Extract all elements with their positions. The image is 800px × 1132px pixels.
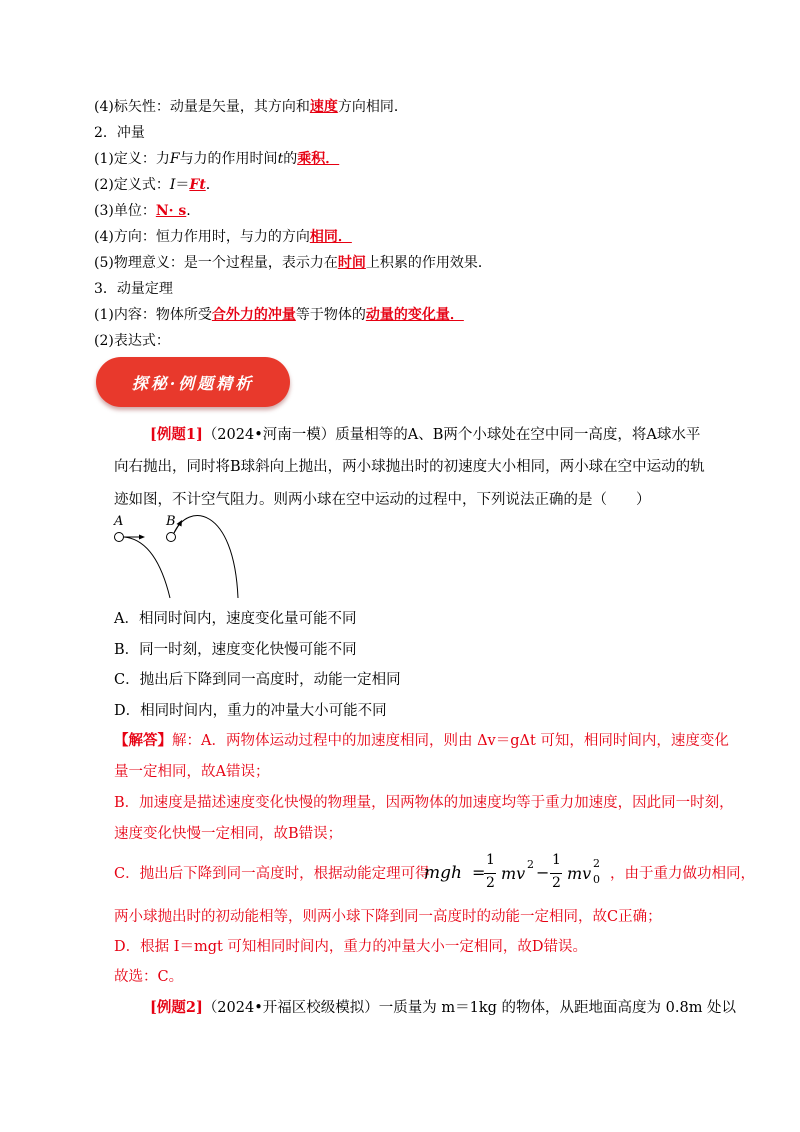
option-b: B．同一时刻，速度变化快慢可能不同 <box>114 642 357 658</box>
answer-velocity: 速度 <box>309 99 338 115</box>
heading-impulse: 2．冲量 <box>94 125 145 141</box>
section-banner <box>96 357 290 407</box>
line-meaning: (5)物理意义：是一个过程量，表示力在时间上积累的作用效果． <box>94 255 492 271</box>
option-c: C．抛出后下降到同一高度时，动能一定相同 <box>114 672 401 688</box>
answer-same: 相同． <box>309 229 352 245</box>
example1-stem-line2: 向右抛出，同时将B球斜向上抛出，两小球抛出时的初速度大小相同，两小球在空中运动的轨 <box>114 459 705 475</box>
option-a: A．相同时间内，速度变化量可能不同 <box>114 611 357 627</box>
kinetic-energy-formula: mgh = 1 2 mv 2 − 1 2 mv 2 0 <box>424 852 600 891</box>
answer-time: 时间 <box>337 255 366 271</box>
line-direction: (4)方向：恒力作用时，与力的方向相同． <box>94 229 352 245</box>
answer-c-line1: C．抛出后下降到同一高度时，根据动能定理可得 <box>114 866 430 882</box>
fraction-bar-1 <box>484 873 496 874</box>
answer-c-line1-end: ，由于重力做功相同， <box>610 866 755 882</box>
answer-a-line1: 【解答】解：A．两物体运动过程中的加速度相同，则由 Δv＝gΔt 可知，相同时间内，速度变化 <box>114 732 729 749</box>
trajectory-figure <box>108 510 268 600</box>
example2-stem: [例题2]（2024•开福区校级模拟）一质量为 m＝1kg 的物体，从距地面高度为 0.8m 处以 <box>150 999 737 1016</box>
heading-momentum-theorem: 3．动量定理 <box>94 281 173 297</box>
ball-a <box>115 533 124 542</box>
example2-tag: [例题2] <box>150 999 203 1016</box>
answer-tag: 【解答】 <box>114 732 172 749</box>
example1-stem: [例题1]（2024•河南一模）质量相等的A、B两个小球处在空中同一高度，将A球水平 <box>150 426 701 443</box>
ball-b-arrowhead <box>177 520 183 527</box>
answer-product: 乘积． <box>297 151 340 167</box>
fraction-bar-2 <box>550 873 562 874</box>
ball-b-label: B <box>166 514 176 529</box>
ball-a-arrowhead <box>139 535 145 540</box>
answer-unit: N· s <box>155 203 187 219</box>
line-definition: (1)定义：力F与力的作用时间t的乘积． <box>94 151 340 167</box>
answer-b-line2: 速度变化快慢一定相同，故B错误； <box>114 826 343 842</box>
answer-d-line1: D．根据 I＝mgt 可知相同时间内，重力的冲量大小一定相同，故D错误。 <box>114 939 588 955</box>
answer-b-line1: B．加速度是描述速度变化快慢的物理量，因两物体的加速度均等于重力加速度，因此同一时刻， <box>114 795 734 811</box>
answer-net-impulse: 合外力的冲量 <box>211 307 296 323</box>
answer-c-line2: 两小球抛出时的初动能相等，则两小球下降到同一高度时的动能一定相同，故C正确； <box>114 909 662 925</box>
example1-tag: [例题1] <box>150 426 203 443</box>
answer-ft: Ft <box>189 177 206 193</box>
trajectory-a <box>124 537 170 598</box>
line-formula: (2)定义式：I＝Ft. <box>94 177 211 193</box>
answer-a-line2: 量一定相同，故A错误； <box>114 764 270 780</box>
line-expression: (2)表达式： <box>94 333 170 349</box>
option-d: D．相同时间内，重力的冲量大小可能不同 <box>114 703 387 719</box>
line-unit: (3)单位：N· s. <box>94 203 191 219</box>
line-content: (1)内容：物体所受合外力的冲量等于物体的动量的变化量． <box>94 307 464 323</box>
line-vector: (4)标矢性：动量是矢量，其方向和速度方向相同． <box>94 99 408 115</box>
trajectory-b <box>174 516 238 598</box>
example1-stem-line3: 迹如图，不计空气阻力。则两小球在空中运动的过程中，下列说法正确的是（ ） <box>114 492 651 508</box>
ball-a-label: A <box>114 514 124 529</box>
answer-choice: 故选：C。 <box>114 969 184 985</box>
answer-momentum-change: 动量的变化量． <box>365 307 464 323</box>
banner-title: 探秘·例题精析 <box>131 374 255 393</box>
ball-b <box>167 533 176 542</box>
